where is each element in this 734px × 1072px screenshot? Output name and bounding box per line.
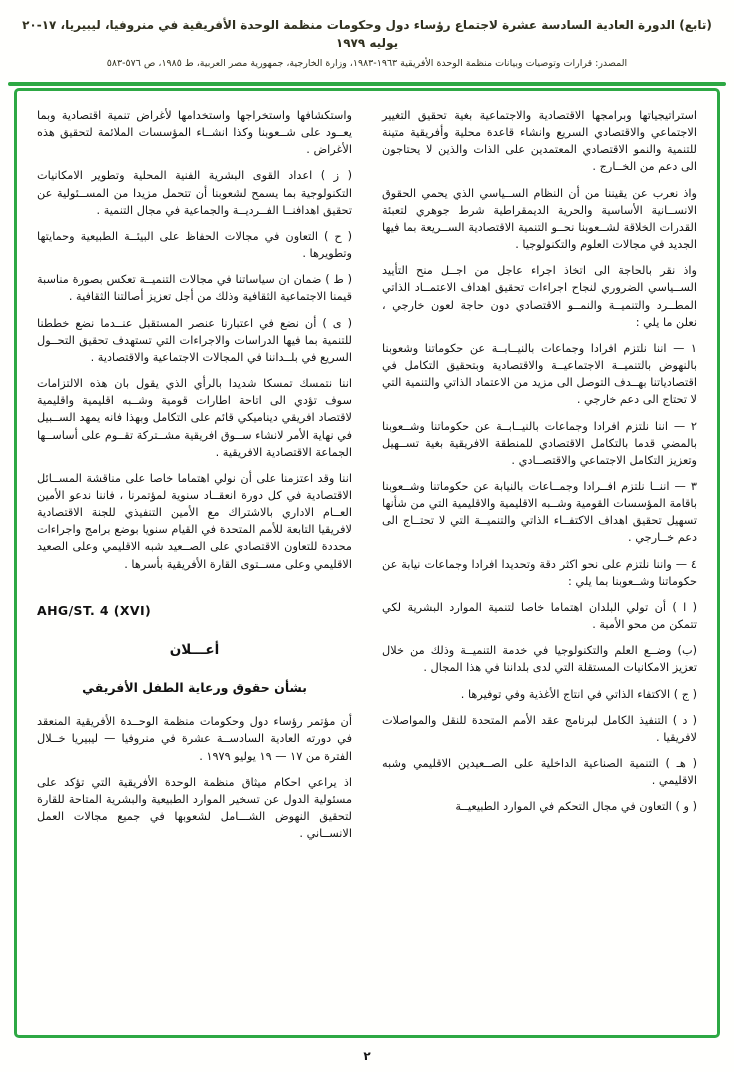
document-title: (تابع) الدورة العادية السادسة عشرة لاجتماع رؤساء دول وحكومات منظمة الوحدة الأفريقية في منروفيا، ليبيريا، ١٧-٢٠ يوليه ١٩٧٩ (22, 18, 712, 50)
page-header (0, 0, 734, 74)
paragraph: اننا نتمسك تمسكا شديدا بالرأي الذي يقول بان هذه الالتزامات سوف تؤدي الى اتاحة اطارات قومية وشــبه اقليمية واقليمية لاقتصاد افريقي ديناميكي قائم على التكامل وبهذا فانه يمهد الســبيل في نهاية الأمر لانشاء ســوق افريقية مشــتركة تقــوم على أساســها الجماعة الاقتصادية الافريقية . (36, 377, 352, 459)
header-divider (8, 82, 726, 86)
paragraph: واذ نعرب عن يقيننا من أن النظام الســياسي الذي يحمي الحقوق الانســانية الأساسية والحرية الديمقراطية شرط جوهري لتعبئة القدرات الخلاقة لشــعوبنا نحــو التنمية الاقتصادية الســريعة بما فيها الجديد في مجالات العلوم والتكنولوجيا . (382, 186, 697, 252)
paragraph: واذ نقر بالحاجة الى اتخاذ اجراء عاجل من اجــل منح التأييد الســياسي الضروري لنجاح اجراءات تحقيق اهداف الاعتمــاد الذاتي المطــرد والتنميــة والنمــو الاقتصادي دون حاجة لعون خارجي ، نعلن ما يلي : (382, 264, 697, 329)
sub-item-h: ( ح ) التعاون في مجالات الحفاظ على البيئــة الطبيعية وحمايتها وتطويرها . (37, 229, 352, 261)
column-left (37, 107, 352, 1019)
document-reference: AHG/ST. 4 (XVI) (37, 602, 152, 618)
document-source: المصدر: قرارات وتوصيات وبيانات منظمة الوحدة الأفريقية ١٩٦٣-١٩٨٣، وزارة الخارجية، جمهورية مصر العربية، ط ١٩٨٥، ص ٥٧٦-٥٨٣ (106, 58, 628, 69)
sub-item-e: ( هـ ) التنمية الصناعية الداخلية على الصــعيدين الاقليمي وشبه الاقليمي . (382, 757, 697, 788)
sub-item-f: ( و ) التعاون في مجال التحكم في الموارد الطبيعيــة (455, 800, 697, 814)
declaration-subheading: بشأن حقوق ورعاية الطفل الأفريقي (82, 680, 307, 696)
sub-item-g: ( ز ) اعداد القوى البشرية الفنية المحلية وتطوير الامكانيات التكنولوجية بما يسمح لشعوبنا أن تتحمل مزيدا من المســئولية عن تحقيق اهدافنــا الفــرديــة والجماعية في مجال التنمية . (37, 169, 352, 217)
sub-item-c: ( ج ) الاكتفاء الذاتي في انتاج الأغذية وفي توفيرها . (460, 687, 697, 701)
two-column-layout (37, 107, 697, 1019)
sub-item-i: ( ط ) ضمان ان سياساتنا في مجالات التنميــة تعكس بصورة مناسبة قيمنا الاجتماعية الثقافية وذلك من أجل تعزيز أصالتنا الثقافية . (37, 273, 352, 304)
sub-item-a: ( ا ) أن تولي البلدان اهتماما خاصا لتنمية الموارد البشرية لكي تتمكن من محو الأمية . (382, 600, 697, 632)
column-right (382, 107, 697, 1019)
page-number: ٢ (363, 1049, 371, 1063)
list-item-3: ٣ — اننــا نلتزم افــرادا وجمــاعات بالنيابة عن حكوماتنا وشــعوبنا باقامة المؤسسات القومية وشــبه الاقليمية والاقليمية التي من شأنها تسهيل تحقيق اهداف الاكتفــاء الذاتي والتنميــة التي لا تحتــاج الى دعم خــارجي . (382, 479, 697, 545)
text-frame (14, 88, 720, 1038)
list-item-1: ١ — اننا نلتزم افرادا وجماعات بالنيــابــة عن حكوماتنا وشعوبنا بالنهوض بالتنميــة الاجتماعيــة والاقتصادية وبتحقيق التكامل في اقتصادياتنا بهــدف التوصل الى مزيد من الاعتماد الذاتي والتنمية التي لا تحتاج الى دعم خارجي . (382, 341, 697, 407)
sub-item-j: ( ى ) أن نضع في اعتبارنا عنصر المستقبل عنــدما نضع خططنا للتنمية بما فيها الدراسات والاجراءات التي تستهدف تحقيق التحــول السريع في بلــداننا في المجالات الاجتماعية والاقتصادية . (37, 316, 352, 364)
list-item-2: ٢ — اننا نلتزم افرادا وجماعات بالنيــابــة عن حكوماتنا وشــعوبنا بالمضي قدما بالتكامل الاقتصادي للمنطقة الافريقية بغية تســهيل وتعزيز التكامل الاجتماعي والاقتصــادي . (382, 419, 697, 467)
paragraph: واستكشافها واستخراجها واستخدامها لأغراض تنمية اقتصادية وبما يعــود على شــعوبنا وكذا انشــاء المؤسسات الملائمة لتحقيق هذه الأغراض . (37, 109, 352, 157)
sub-item-d: ( د ) التنفيذ الكامل لبرنامج عقد الأمم المتحدة للنقل والمواصلات لافريقيا . (382, 713, 697, 744)
paragraph: اننا وقد اعتزمنا على أن نولي اهتماما خاصا على مناقشة المســائل الاقتصادية في كل دورة انعقــاد سنوية لمؤتمرنا ، فاننا ندعو الأمين العــام الاداري بالاشتراك مع الأمين التنفيذي للجنة الاقتصادية لافريقيا التابعة للأمم المتحدة في القيام سنويا بوضع برامج واجراءات محددة للتعاون الاقتصادي على الصــعيد شبه الاقليمي وعلى الصعيد الاقليمي وعلى مســتوى القارة الأفريقية بأسرها . (37, 471, 352, 571)
list-item-4: ٤ — واننا نلتزم على نحو اكثر دقة وتحديدا افرادا وجماعات نيابة عن حكوماتنا وشــعوبنا بما يلي : (382, 557, 697, 588)
sub-item-b: (ب) وضــع العلم والتكنولوجيا في خدمة التنميــة وذلك من خلال تعزيز الامكانيات المستقلة التي لدى بلداننا في هذا المجال . (382, 644, 697, 675)
paragraph: اذ يراعي احكام ميثاق منظمة الوحدة الأفريقية التي تؤكد على مسئولية الدول عن تسخير الموارد الطبيعية والبشرية المتاحة للقارة لتحقيق النهوض الشـــامل لشعوبها في جميع مجالات العمل الانســاني . (37, 775, 352, 841)
paragraph: أن مؤتمر رؤساء دول وحكومات منظمة الوحــدة الأفريقية المنعقد في دورته العادية السادســة عشرة في منروفيا — ليبيريا خــلال الفترة من ١٧ — ١٩ يوليو ١٩٧٩ . (37, 715, 352, 763)
paragraph: استراتيجياتها وبرامجها الاقتصادية والاجتماعية بغية تحقيق التغيير الاجتماعي والاقتصادي السريع وانشاء قاعدة محلية وأفريقية متينة للتنمية والنمو الاقتصادي المعتمدين على الذات والذين لا يحتاجون الى دعم من الخــارج . (382, 109, 697, 174)
declaration-heading: أعـــلان (169, 641, 220, 658)
